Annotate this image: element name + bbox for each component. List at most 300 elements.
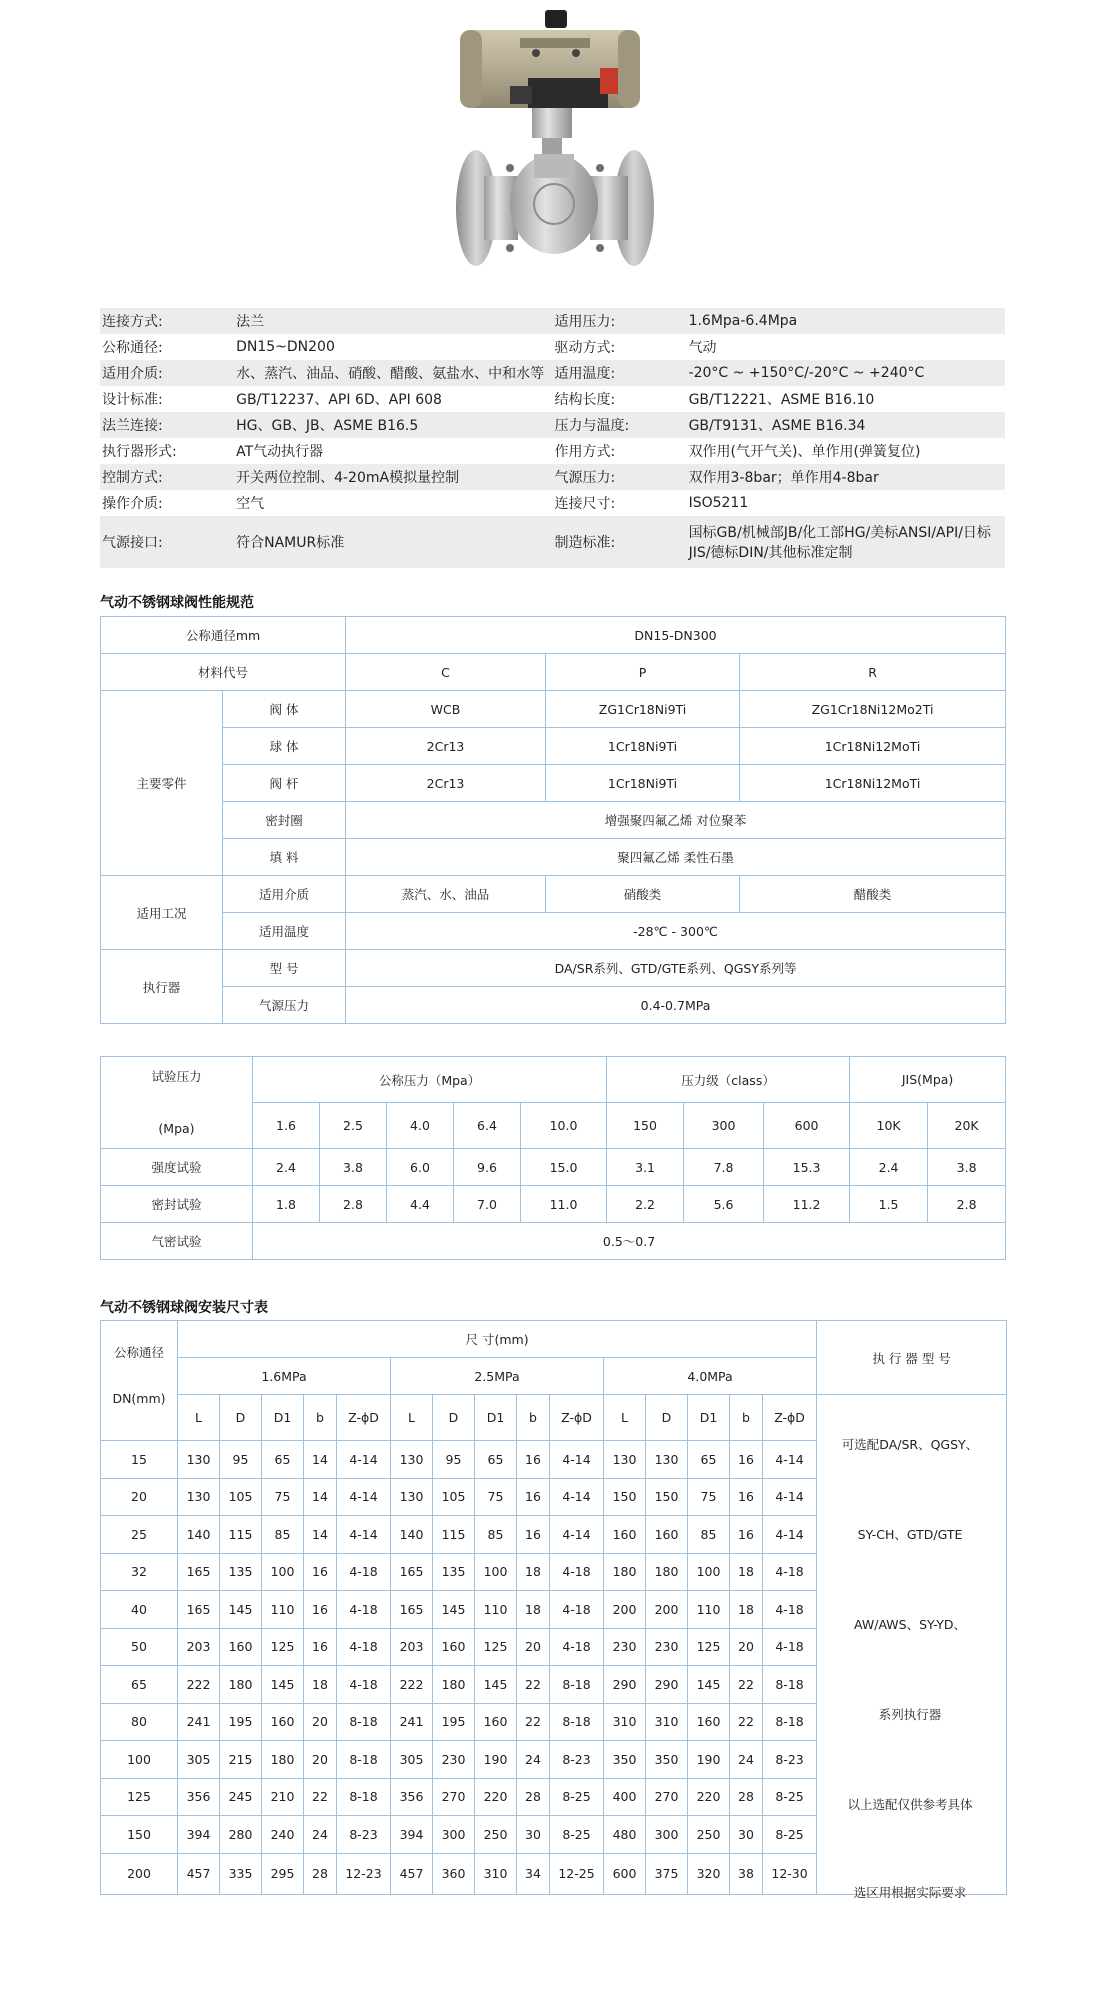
dim-value: 140 bbox=[178, 1516, 220, 1554]
dim-value: 24 bbox=[517, 1741, 550, 1779]
spec-row bbox=[100, 334, 1005, 360]
seal-test-value: 7.0 bbox=[454, 1186, 521, 1223]
strength-test-value: 2.4 bbox=[253, 1149, 320, 1186]
dim-value: 24 bbox=[730, 1741, 763, 1779]
dim-value: 22 bbox=[517, 1703, 550, 1741]
dim-value: 320 bbox=[688, 1853, 730, 1894]
spec-key: 执行器形式: bbox=[100, 438, 234, 464]
dim-value: 4-18 bbox=[550, 1628, 604, 1666]
table-row bbox=[101, 1186, 1006, 1223]
pressure-group-1: 1.6MPa bbox=[178, 1358, 391, 1395]
strength-test-value: 6.0 bbox=[387, 1149, 454, 1186]
material-table bbox=[100, 616, 1006, 1024]
dim-value: 28 bbox=[517, 1778, 550, 1816]
dim-col-header: Z-ϕD bbox=[550, 1395, 604, 1441]
dim-value: 200 bbox=[646, 1591, 688, 1629]
dim-value: 457 bbox=[178, 1853, 220, 1894]
seal-test-value: 4.4 bbox=[387, 1186, 454, 1223]
dim-value: 130 bbox=[178, 1441, 220, 1479]
dim-value: 203 bbox=[178, 1628, 220, 1666]
test-pressure-unit: (Mpa) bbox=[158, 1121, 195, 1136]
table-row bbox=[101, 728, 1006, 765]
dim-value: 30 bbox=[730, 1816, 763, 1854]
air-pressure-label: 气源压力 bbox=[223, 987, 346, 1024]
table-row bbox=[101, 1321, 1007, 1358]
dim-value: 270 bbox=[646, 1778, 688, 1816]
dim-value: 115 bbox=[433, 1516, 475, 1554]
dim-value: 270 bbox=[433, 1778, 475, 1816]
spec-value: 国标GB/机械部JB/化工部HG/美标ANSI/API/日标JIS/德标DIN/其他标准定制 bbox=[687, 516, 1005, 568]
part-r: ZG1Cr18Ni12Mo2Ti bbox=[740, 691, 1006, 728]
dim-value: 28 bbox=[304, 1853, 337, 1894]
dim-value: 16 bbox=[730, 1516, 763, 1554]
table-row bbox=[101, 1149, 1006, 1186]
spec-value: GB/T12237、API 6D、API 608 bbox=[234, 386, 552, 412]
valve-product-image bbox=[450, 8, 660, 290]
spec-row bbox=[100, 490, 1005, 516]
dim-col-header: L bbox=[178, 1395, 220, 1441]
dim-value: 350 bbox=[604, 1741, 646, 1779]
seal-test-value: 1.5 bbox=[850, 1186, 928, 1223]
spec-row bbox=[100, 386, 1005, 412]
table-row bbox=[101, 617, 1006, 654]
part-c: WCB bbox=[346, 691, 546, 728]
test-pressure-header bbox=[101, 1057, 253, 1149]
dim-col-header: b bbox=[730, 1395, 763, 1441]
dim-value: 160 bbox=[646, 1516, 688, 1554]
dim-value: 8-25 bbox=[763, 1778, 817, 1816]
air-pressure-value: 0.4-0.7MPa bbox=[346, 987, 1006, 1024]
install-dims-title: 气动不锈钢球阀安装尺寸表 bbox=[100, 1300, 268, 1316]
spec-row bbox=[100, 438, 1005, 464]
strength-test-label: 强度试验 bbox=[101, 1149, 253, 1186]
table-row bbox=[101, 1223, 1006, 1260]
dim-value: 95 bbox=[433, 1441, 475, 1479]
dim-value: 34 bbox=[517, 1853, 550, 1894]
spec-row bbox=[100, 464, 1005, 490]
dn-value: 15 bbox=[101, 1441, 178, 1479]
nominal-label: 公称通径mm bbox=[101, 617, 346, 654]
performance-spec-title: 气动不锈钢球阀性能规范 bbox=[100, 595, 254, 611]
spec-value: 双作用(气开气关)、单作用(弹簧复位) bbox=[687, 438, 1005, 464]
dim-value: 356 bbox=[391, 1778, 433, 1816]
pressure-col-header: 6.4 bbox=[454, 1103, 521, 1149]
spec-row bbox=[100, 412, 1005, 438]
dim-value: 16 bbox=[730, 1441, 763, 1479]
dim-value: 222 bbox=[178, 1666, 220, 1704]
dn-value: 40 bbox=[101, 1591, 178, 1629]
dim-value: 250 bbox=[688, 1816, 730, 1854]
dim-value: 210 bbox=[262, 1778, 304, 1816]
spec-value: -20°C ~ +150°C/-20°C ~ +240°C bbox=[687, 360, 1005, 386]
spec-key: 压力与温度: bbox=[552, 412, 686, 438]
part-p: 1Cr18Ni9Ti bbox=[546, 728, 740, 765]
dim-col-header: b bbox=[517, 1395, 550, 1441]
part-name: 球 体 bbox=[223, 728, 346, 765]
dim-value: 18 bbox=[304, 1666, 337, 1704]
spec-key: 法兰连接: bbox=[100, 412, 234, 438]
dim-value: 4-14 bbox=[337, 1478, 391, 1516]
dim-value: 125 bbox=[262, 1628, 304, 1666]
seal-test-value: 2.8 bbox=[928, 1186, 1006, 1223]
spec-value: 1.6Mpa-6.4Mpa bbox=[687, 308, 1005, 334]
dim-value: 135 bbox=[220, 1553, 262, 1591]
pressure-col-header: 600 bbox=[764, 1103, 850, 1149]
dim-value: 8-25 bbox=[550, 1778, 604, 1816]
dim-value: 4-14 bbox=[763, 1441, 817, 1479]
material-code-label: 材料代号 bbox=[101, 654, 346, 691]
dn-value: 20 bbox=[101, 1478, 178, 1516]
seal-ring-label: 密封圈 bbox=[223, 802, 346, 839]
dim-value: 300 bbox=[646, 1816, 688, 1854]
dim-value: 8-25 bbox=[763, 1816, 817, 1854]
dim-value: 105 bbox=[433, 1478, 475, 1516]
dim-value: 95 bbox=[220, 1441, 262, 1479]
spec-value: ISO5211 bbox=[687, 490, 1005, 516]
test-pressure-label: 试验压力 bbox=[151, 1069, 202, 1084]
dim-value: 4-18 bbox=[763, 1553, 817, 1591]
dim-value: 8-18 bbox=[550, 1666, 604, 1704]
dn-value: 65 bbox=[101, 1666, 178, 1704]
strength-test-value: 7.8 bbox=[684, 1149, 764, 1186]
dim-value: 150 bbox=[646, 1478, 688, 1516]
dim-value: 480 bbox=[604, 1816, 646, 1854]
dim-value: 75 bbox=[475, 1478, 517, 1516]
conditions-label: 适用工况 bbox=[101, 876, 223, 950]
spec-key: 控制方式: bbox=[100, 464, 234, 490]
dim-value: 305 bbox=[178, 1741, 220, 1779]
spec-value: 开关两位控制、4-20mA模拟量控制 bbox=[234, 464, 552, 490]
table-row bbox=[101, 876, 1006, 913]
dim-value: 180 bbox=[433, 1666, 475, 1704]
dim-value: 165 bbox=[391, 1553, 433, 1591]
dim-value: 335 bbox=[220, 1853, 262, 1894]
dim-value: 195 bbox=[220, 1703, 262, 1741]
table-row bbox=[101, 654, 1006, 691]
dn-value: 32 bbox=[101, 1553, 178, 1591]
actuator-note: 可选配DA/SR、QGSY、 bbox=[841, 1437, 979, 1452]
airtight-label: 气密试验 bbox=[101, 1223, 253, 1260]
dim-value: 190 bbox=[688, 1741, 730, 1779]
dim-value: 290 bbox=[646, 1666, 688, 1704]
dim-value: 222 bbox=[391, 1666, 433, 1704]
spec-row bbox=[100, 308, 1005, 334]
dim-value: 4-14 bbox=[550, 1441, 604, 1479]
dim-value: 350 bbox=[646, 1741, 688, 1779]
pressure-group-2: 2.5MPa bbox=[391, 1358, 604, 1395]
dim-value: 394 bbox=[391, 1816, 433, 1854]
dn-value: 25 bbox=[101, 1516, 178, 1554]
dim-col-header: L bbox=[391, 1395, 433, 1441]
dim-value: 4-18 bbox=[337, 1666, 391, 1704]
dim-value: 85 bbox=[475, 1516, 517, 1554]
dim-value: 457 bbox=[391, 1853, 433, 1894]
dim-value: 8-18 bbox=[337, 1703, 391, 1741]
dn-value: 200 bbox=[101, 1853, 178, 1894]
dim-value: 240 bbox=[262, 1816, 304, 1854]
medium-label: 适用介质 bbox=[223, 876, 346, 913]
spec-key: 驱动方式: bbox=[552, 334, 686, 360]
dim-value: 295 bbox=[262, 1853, 304, 1894]
actuator-note: AW/AWS、SY-YD、 bbox=[854, 1617, 966, 1632]
packing-value: 聚四氟乙烯 柔性石墨 bbox=[346, 839, 1006, 876]
part-r: 1Cr18Ni12MoTi bbox=[740, 728, 1006, 765]
pressure-col-header: 20K bbox=[928, 1103, 1006, 1149]
dim-value: 4-18 bbox=[550, 1591, 604, 1629]
dim-value: 4-18 bbox=[337, 1553, 391, 1591]
pressure-col-header: 4.0 bbox=[387, 1103, 454, 1149]
part-p: ZG1Cr18Ni9Ti bbox=[546, 691, 740, 728]
spec-key: 适用压力: bbox=[552, 308, 686, 334]
spec-row bbox=[100, 360, 1005, 386]
dim-value: 145 bbox=[688, 1666, 730, 1704]
dim-value: 8-23 bbox=[550, 1741, 604, 1779]
dim-value: 145 bbox=[475, 1666, 517, 1704]
strength-test-value: 15.0 bbox=[521, 1149, 607, 1186]
dim-col-header: b bbox=[304, 1395, 337, 1441]
spec-key: 设计标准: bbox=[100, 386, 234, 412]
dim-value: 250 bbox=[475, 1816, 517, 1854]
dim-value: 85 bbox=[262, 1516, 304, 1554]
spec-key: 操作介质: bbox=[100, 490, 234, 516]
table-row bbox=[101, 1395, 1007, 1441]
dim-value: 65 bbox=[688, 1441, 730, 1479]
part-c: 2Cr13 bbox=[346, 728, 546, 765]
dim-value: 290 bbox=[604, 1666, 646, 1704]
dim-value: 245 bbox=[220, 1778, 262, 1816]
dim-value: 195 bbox=[433, 1703, 475, 1741]
model-label: 型 号 bbox=[223, 950, 346, 987]
dim-value: 22 bbox=[730, 1703, 763, 1741]
dn-value: 100 bbox=[101, 1741, 178, 1779]
dn-value: 80 bbox=[101, 1703, 178, 1741]
dim-value: 220 bbox=[475, 1778, 517, 1816]
dim-value: 20 bbox=[730, 1628, 763, 1666]
dim-value: 145 bbox=[433, 1591, 475, 1629]
dim-value: 180 bbox=[646, 1553, 688, 1591]
dim-value: 150 bbox=[604, 1478, 646, 1516]
dim-value: 16 bbox=[304, 1628, 337, 1666]
code-r: R bbox=[740, 654, 1006, 691]
dim-value: 16 bbox=[304, 1591, 337, 1629]
dim-value: 190 bbox=[475, 1741, 517, 1779]
spec-value: 空气 bbox=[234, 490, 552, 516]
dim-value: 75 bbox=[262, 1478, 304, 1516]
part-p: 1Cr18Ni9Ti bbox=[546, 765, 740, 802]
dim-value: 130 bbox=[646, 1441, 688, 1479]
dim-value: 4-14 bbox=[337, 1441, 391, 1479]
actuator-note: SY-CH、GTD/GTE bbox=[857, 1527, 963, 1542]
dim-value: 110 bbox=[688, 1591, 730, 1629]
seal-test-value: 11.0 bbox=[521, 1186, 607, 1223]
dim-value: 130 bbox=[391, 1478, 433, 1516]
dim-value: 24 bbox=[304, 1816, 337, 1854]
dim-value: 165 bbox=[178, 1591, 220, 1629]
spec-key: 适用温度: bbox=[552, 360, 686, 386]
pressure-col-header: 10K bbox=[850, 1103, 928, 1149]
dim-col-header: D bbox=[646, 1395, 688, 1441]
dim-value: 115 bbox=[220, 1516, 262, 1554]
spec-value: GB/T12221、ASME B16.10 bbox=[687, 386, 1005, 412]
code-p: P bbox=[546, 654, 740, 691]
dim-value: 280 bbox=[220, 1816, 262, 1854]
dim-value: 38 bbox=[730, 1853, 763, 1894]
spec-key: 连接尺寸: bbox=[552, 490, 686, 516]
dim-col-header: Z-ϕD bbox=[337, 1395, 391, 1441]
dim-value: 180 bbox=[220, 1666, 262, 1704]
dim-value: 14 bbox=[304, 1478, 337, 1516]
dim-value: 65 bbox=[262, 1441, 304, 1479]
table-row bbox=[101, 691, 1006, 728]
dim-value: 160 bbox=[262, 1703, 304, 1741]
actuator-notes bbox=[815, 1437, 1005, 1984]
strength-test-value: 2.4 bbox=[850, 1149, 928, 1186]
dim-value: 4-14 bbox=[550, 1478, 604, 1516]
dim-value: 12-23 bbox=[337, 1853, 391, 1894]
spec-row bbox=[100, 516, 1005, 568]
dim-value: 12-30 bbox=[763, 1853, 817, 1894]
seal-ring-value: 增强聚四氟乙烯 对位聚苯 bbox=[346, 802, 1006, 839]
dim-value: 125 bbox=[475, 1628, 517, 1666]
dim-value: 310 bbox=[604, 1703, 646, 1741]
dim-value: 16 bbox=[730, 1478, 763, 1516]
dim-value: 241 bbox=[391, 1703, 433, 1741]
dim-value: 100 bbox=[475, 1553, 517, 1591]
dim-value: 203 bbox=[391, 1628, 433, 1666]
dim-value: 8-18 bbox=[763, 1703, 817, 1741]
packing-label: 填 料 bbox=[223, 839, 346, 876]
dim-value: 20 bbox=[304, 1703, 337, 1741]
medium-r: 醋酸类 bbox=[740, 876, 1006, 913]
dim-value: 160 bbox=[475, 1703, 517, 1741]
actuator-blank bbox=[817, 1395, 1007, 1441]
actuator-note: 以上选配仅供参考具体 bbox=[847, 1797, 973, 1812]
dim-value: 180 bbox=[262, 1741, 304, 1779]
actuator-note: 选区用根据实际要求 bbox=[853, 1885, 967, 1900]
actuator-note: 系列执行器 bbox=[878, 1707, 942, 1722]
dim-value: 165 bbox=[391, 1591, 433, 1629]
dim-value: 4-18 bbox=[550, 1553, 604, 1591]
actuator-label: 执行器 bbox=[101, 950, 223, 1024]
dim-value: 220 bbox=[688, 1778, 730, 1816]
dim-value: 8-18 bbox=[550, 1703, 604, 1741]
class-pressure-group: 压力级（class） bbox=[607, 1057, 850, 1103]
medium-p: 硝酸类 bbox=[546, 876, 740, 913]
dim-value: 130 bbox=[391, 1441, 433, 1479]
model-value: DA/SR系列、GTD/GTE系列、QGSY系列等 bbox=[346, 950, 1006, 987]
dim-value: 100 bbox=[688, 1553, 730, 1591]
dim-value: 394 bbox=[178, 1816, 220, 1854]
seal-test-value: 2.2 bbox=[607, 1186, 684, 1223]
dim-value: 18 bbox=[517, 1591, 550, 1629]
dim-value: 8-23 bbox=[763, 1741, 817, 1779]
dim-value: 160 bbox=[688, 1703, 730, 1741]
dn-value: 50 bbox=[101, 1628, 178, 1666]
strength-test-value: 15.3 bbox=[764, 1149, 850, 1186]
dim-value: 20 bbox=[304, 1741, 337, 1779]
dim-value: 18 bbox=[730, 1553, 763, 1591]
seal-test-value: 1.8 bbox=[253, 1186, 320, 1223]
pressure-col-header: 150 bbox=[607, 1103, 684, 1149]
dim-value: 14 bbox=[304, 1516, 337, 1554]
dim-col-header: D bbox=[433, 1395, 475, 1441]
dim-col-header: D1 bbox=[688, 1395, 730, 1441]
dim-value: 75 bbox=[688, 1478, 730, 1516]
pressure-test-table bbox=[100, 1056, 1006, 1260]
dim-value: 4-14 bbox=[550, 1516, 604, 1554]
jis-pressure-group: JIS(Mpa) bbox=[850, 1057, 1006, 1103]
dn-value: 125 bbox=[101, 1778, 178, 1816]
spec-value: 气动 bbox=[687, 334, 1005, 360]
temp-label: 适用温度 bbox=[223, 913, 346, 950]
strength-test-value: 3.1 bbox=[607, 1149, 684, 1186]
spec-key: 公称通径: bbox=[100, 334, 234, 360]
dim-col-header: Z-ϕD bbox=[763, 1395, 817, 1441]
dim-value: 160 bbox=[604, 1516, 646, 1554]
dim-value: 110 bbox=[262, 1591, 304, 1629]
airtight-value: 0.5～0.7 bbox=[253, 1223, 1006, 1260]
main-parts-label: 主要零件 bbox=[101, 691, 223, 876]
dim-value: 30 bbox=[517, 1816, 550, 1854]
seal-test-label: 密封试验 bbox=[101, 1186, 253, 1223]
strength-test-value: 3.8 bbox=[320, 1149, 387, 1186]
spec-key: 气源接口: bbox=[100, 516, 234, 568]
code-c: C bbox=[346, 654, 546, 691]
pressure-col-header: 10.0 bbox=[521, 1103, 607, 1149]
dn-header bbox=[101, 1321, 178, 1441]
dim-value: 16 bbox=[304, 1553, 337, 1591]
dim-value: 65 bbox=[475, 1441, 517, 1479]
dim-value: 4-14 bbox=[337, 1516, 391, 1554]
dim-value: 310 bbox=[475, 1853, 517, 1894]
pressure-group-3: 4.0MPa bbox=[604, 1358, 817, 1395]
dim-value: 16 bbox=[517, 1516, 550, 1554]
dim-value: 305 bbox=[391, 1741, 433, 1779]
dim-value: 8-23 bbox=[337, 1816, 391, 1854]
dim-value: 200 bbox=[604, 1591, 646, 1629]
dim-value: 140 bbox=[391, 1516, 433, 1554]
dim-value: 28 bbox=[730, 1778, 763, 1816]
spec-key: 结构长度: bbox=[552, 386, 686, 412]
spec-value: 法兰 bbox=[234, 308, 552, 334]
dim-value: 145 bbox=[262, 1666, 304, 1704]
dim-value: 130 bbox=[178, 1478, 220, 1516]
spec-value: GB/T9131、ASME B16.34 bbox=[687, 412, 1005, 438]
part-name: 阀 体 bbox=[223, 691, 346, 728]
dim-value: 241 bbox=[178, 1703, 220, 1741]
dn-unit: DN(mm) bbox=[112, 1391, 166, 1406]
nominal-value: DN15-DN300 bbox=[346, 617, 1006, 654]
dim-value: 22 bbox=[730, 1666, 763, 1704]
table-row bbox=[101, 913, 1006, 950]
strength-test-value: 3.8 bbox=[928, 1149, 1006, 1186]
strength-test-value: 9.6 bbox=[454, 1149, 521, 1186]
spec-key: 适用介质: bbox=[100, 360, 234, 386]
dim-value: 160 bbox=[433, 1628, 475, 1666]
part-r: 1Cr18Ni12MoTi bbox=[740, 765, 1006, 802]
dim-value: 600 bbox=[604, 1853, 646, 1894]
dim-value: 165 bbox=[178, 1553, 220, 1591]
dim-value: 16 bbox=[517, 1441, 550, 1479]
seal-test-value: 2.8 bbox=[320, 1186, 387, 1223]
dim-value: 4-18 bbox=[337, 1591, 391, 1629]
dim-value: 16 bbox=[517, 1478, 550, 1516]
dim-value: 4-18 bbox=[763, 1591, 817, 1629]
part-c: 2Cr13 bbox=[346, 765, 546, 802]
dn-label: 公称通径 bbox=[113, 1345, 164, 1360]
nominal-pressure-group: 公称压力（Mpa） bbox=[253, 1057, 607, 1103]
dim-value: 145 bbox=[220, 1591, 262, 1629]
